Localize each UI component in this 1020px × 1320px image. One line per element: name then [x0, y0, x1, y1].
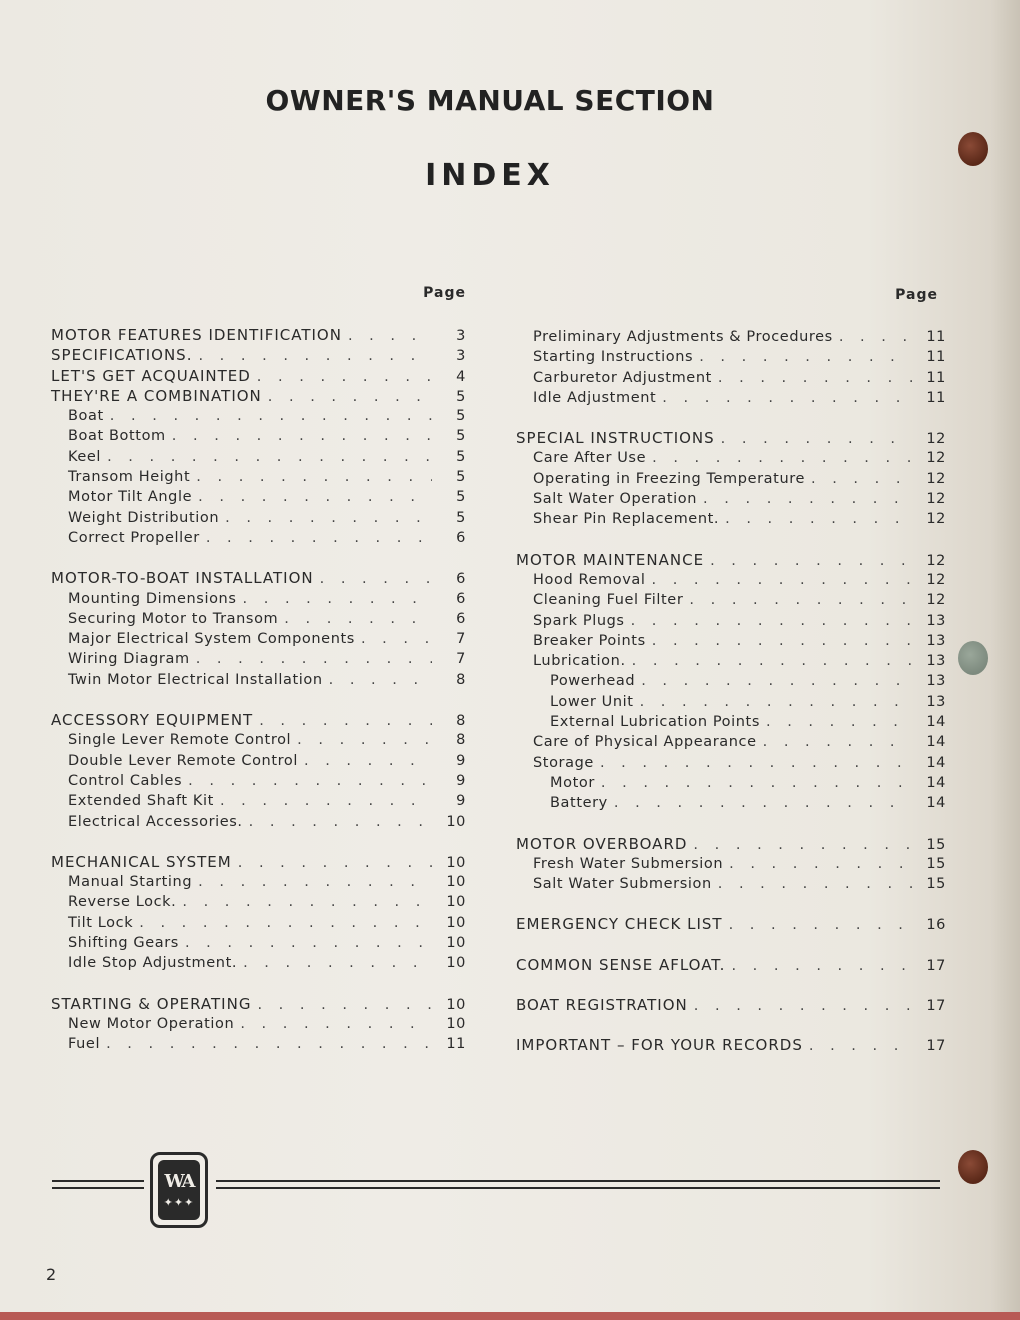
index-entry	[51, 406, 466, 426]
group-spacer	[51, 690, 466, 710]
dot-leader	[763, 732, 912, 752]
index-entry-page: 12	[926, 511, 946, 528]
index-entry	[516, 590, 946, 610]
dot-leader	[172, 426, 432, 446]
index-entry-page: 12	[926, 592, 946, 609]
index-entry	[51, 670, 466, 690]
index-entry-page: 6	[456, 610, 466, 627]
index-entry	[516, 854, 946, 874]
index-entry-page: 10	[446, 935, 466, 952]
index-entry-label: Care of Physical Appearance	[533, 734, 757, 751]
index-entry-page: 13	[926, 673, 946, 690]
index-entry-page: 10	[446, 894, 466, 911]
dot-leader	[196, 467, 432, 487]
index-entry-page: 12	[926, 431, 946, 448]
index-entry	[51, 791, 466, 811]
index-entry-page: 14	[926, 795, 946, 812]
footer-rule-right-top	[216, 1180, 940, 1182]
index-entry-page: 13	[926, 612, 946, 629]
index-entry-label: Motor Tilt Angle	[68, 489, 193, 506]
dot-leader	[182, 892, 432, 912]
index-entry	[51, 447, 466, 467]
index-entry	[516, 732, 946, 752]
index-entry-page: 17	[926, 998, 946, 1015]
index-entry	[51, 528, 466, 548]
index-entry	[516, 327, 946, 347]
index-entry-label: Shifting Gears	[68, 935, 179, 952]
dot-leader	[220, 791, 432, 811]
index-entry-label: LET'S GET ACQUAINTED	[51, 366, 251, 385]
index-entry	[51, 771, 466, 791]
right-entries	[516, 327, 946, 1056]
dot-leader	[766, 712, 912, 732]
index-entry	[51, 508, 466, 528]
group-spacer	[516, 894, 946, 914]
index-entry-page: 12	[926, 470, 946, 487]
index-entry	[51, 345, 466, 365]
index-entry-label: Wiring Diagram	[68, 651, 190, 668]
index-entry	[51, 386, 466, 406]
index-entry-page: 14	[926, 734, 946, 751]
index-entry-label: Single Lever Remote Control	[68, 732, 292, 749]
group-spacer	[516, 408, 946, 428]
index-entry-label: Carburetor Adjustment	[533, 369, 712, 386]
index-entry-page: 9	[456, 793, 466, 810]
dot-leader	[600, 753, 912, 773]
group-spacer	[516, 975, 946, 995]
dot-leader	[839, 327, 912, 347]
index-entry	[516, 874, 946, 894]
index-entry-label: Boat Bottom	[68, 428, 166, 445]
index-entry-page: 5	[456, 448, 466, 465]
index-entry-label: Operating in Freezing Temperature	[533, 470, 805, 487]
index-entry	[51, 649, 466, 669]
dot-leader	[110, 406, 432, 426]
index-entry-page: 4	[456, 368, 466, 385]
index-entry-label: Mounting Dimensions	[68, 590, 237, 607]
index-entry-page: 10	[446, 955, 466, 972]
index-entry	[51, 589, 466, 609]
index-entry-page: 5	[456, 489, 466, 506]
index-entry-label: Control Cables	[68, 772, 183, 789]
dot-leader	[640, 692, 912, 712]
index-entry	[516, 611, 946, 631]
dot-leader	[225, 508, 432, 528]
index-entry-page: 9	[456, 752, 466, 769]
dot-leader	[249, 812, 432, 832]
dot-leader	[361, 629, 432, 649]
index-entry	[51, 953, 466, 973]
left-entries	[51, 325, 466, 1055]
index-entry-page: 6	[456, 529, 466, 546]
dot-leader	[811, 469, 912, 489]
index-entry-page: 13	[926, 653, 946, 670]
index-entry-page: 13	[926, 693, 946, 710]
index-entry	[516, 834, 946, 854]
index-entry-label: COMMON SENSE AFLOAT.	[516, 955, 726, 974]
dot-leader	[710, 551, 912, 571]
index-entry-page: 7	[456, 651, 466, 668]
group-spacer	[51, 548, 466, 568]
index-entry-page: 13	[926, 632, 946, 649]
index-entry-page: 10	[446, 854, 466, 871]
index-entry-page: 10	[446, 996, 466, 1013]
brand-logo-text: WA	[164, 1171, 194, 1192]
dot-leader	[268, 387, 432, 407]
index-entry-page: 10	[446, 914, 466, 931]
index-entry	[516, 753, 946, 773]
index-entry-label: Weight Distribution	[68, 509, 220, 526]
index-entry-label: Breaker Points	[533, 632, 646, 649]
group-spacer	[51, 832, 466, 852]
index-entry-page: 8	[456, 732, 466, 749]
dot-leader	[107, 447, 432, 467]
index-entry-label: Boat	[68, 408, 104, 425]
index-entry-label: Fresh Water Submersion	[533, 855, 724, 872]
dot-leader	[259, 711, 432, 731]
dot-leader	[614, 793, 912, 813]
index-entry-label: Spark Plugs	[533, 612, 625, 629]
index-entry-label: Salt Water Operation	[533, 491, 698, 508]
index-entry	[516, 347, 946, 367]
index-entry-page: 15	[926, 855, 946, 872]
index-entry	[51, 325, 466, 345]
index-column-left	[51, 285, 466, 1055]
index-entry	[516, 509, 946, 529]
manual-section-title: OWNER'S MANUAL SECTION	[265, 84, 715, 117]
dot-leader	[652, 448, 912, 468]
index-entry	[51, 852, 466, 872]
index-entry-page: 14	[926, 714, 946, 731]
dot-leader	[185, 933, 432, 953]
dot-leader	[198, 872, 432, 892]
index-entry-label: Idle Stop Adjustment.	[68, 955, 238, 972]
index-entry	[51, 568, 466, 588]
index-entry-label: Reverse Lock.	[68, 894, 177, 911]
dot-leader	[632, 651, 912, 671]
index-entry-page: 11	[926, 349, 946, 366]
index-entry-page: 8	[456, 671, 466, 688]
index-entry	[516, 773, 946, 793]
dot-leader	[652, 631, 912, 651]
dot-leader	[320, 569, 432, 589]
dot-leader	[693, 835, 912, 855]
index-entry	[51, 892, 466, 912]
index-entry-label: Securing Motor to Transom	[68, 610, 279, 627]
index-entry-page: 5	[456, 469, 466, 486]
index-entry-label: Starting Instructions	[533, 349, 694, 366]
index-entry-label: External Lubrication Points	[550, 714, 760, 731]
dot-leader	[188, 771, 432, 791]
dot-leader	[718, 368, 912, 388]
index-entry-page: 17	[926, 957, 946, 974]
index-entry-label: IMPORTANT – FOR YOUR RECORDS	[516, 1036, 803, 1055]
index-entry	[51, 872, 466, 892]
punch-hole-middle	[958, 641, 988, 675]
index-entry-page: 11	[926, 389, 946, 406]
index-entry-page: 11	[446, 1036, 466, 1053]
index-entry-label: MOTOR FEATURES IDENTIFICATION	[51, 326, 342, 344]
index-title: INDEX	[425, 158, 555, 193]
index-entry-page: 15	[926, 836, 946, 853]
index-entry	[516, 671, 946, 691]
index-entry-label: EMERGENCY CHECK LIST	[516, 915, 723, 934]
index-entry	[516, 388, 946, 408]
index-entry-label: Idle Adjustment	[533, 389, 657, 406]
index-entry-label: Manual Starting	[68, 874, 193, 891]
page-edge-strip	[0, 1312, 1020, 1320]
dot-leader	[196, 649, 432, 669]
dot-leader	[348, 326, 432, 346]
dot-leader	[809, 1036, 912, 1056]
dot-leader	[106, 1034, 432, 1054]
index-entry	[51, 487, 466, 507]
dot-leader	[198, 487, 432, 507]
index-entry-label: Care After Use	[533, 450, 647, 467]
index-entry-page: 14	[926, 774, 946, 791]
dot-leader	[139, 913, 432, 933]
index-entry	[516, 428, 946, 448]
index-entry-label: Correct Propeller	[68, 529, 200, 546]
index-entry-label: Battery	[550, 795, 608, 812]
index-entry-page: 3	[456, 348, 466, 365]
index-entry-label: BOAT REGISTRATION	[516, 996, 688, 1015]
index-entry-page: 5	[456, 428, 466, 445]
dot-leader	[731, 956, 912, 976]
dot-leader	[257, 995, 432, 1015]
index-entry	[51, 913, 466, 933]
dot-leader	[206, 528, 432, 548]
dot-leader	[304, 751, 432, 771]
index-entry	[51, 751, 466, 771]
index-entry	[51, 1034, 466, 1054]
footer-rule-left-bottom	[52, 1187, 144, 1189]
dot-leader	[198, 346, 432, 366]
dot-leader	[703, 489, 912, 509]
index-entry-label: SPECIAL INSTRUCTIONS	[516, 429, 715, 448]
index-entry-label: Lubrication.	[533, 653, 626, 670]
group-spacer	[516, 814, 946, 834]
dot-leader	[601, 773, 912, 793]
index-entry-page: 10	[446, 874, 466, 891]
footer-rule-right-bottom	[216, 1187, 940, 1189]
index-entry	[516, 955, 946, 975]
index-entry-page: 6	[456, 571, 466, 588]
dot-leader	[284, 609, 432, 629]
dot-leader	[631, 611, 912, 631]
index-entry	[51, 730, 466, 750]
index-entry	[51, 426, 466, 446]
group-spacer	[516, 530, 946, 550]
index-entry-label: Twin Motor Electrical Installation	[68, 671, 323, 688]
index-entry-page: 5	[456, 509, 466, 526]
index-entry-label: Powerhead	[550, 673, 636, 690]
dot-leader	[243, 953, 432, 973]
index-entry-page: 6	[456, 590, 466, 607]
index-entry	[516, 995, 946, 1015]
index-entry-label: Motor	[550, 774, 595, 791]
index-entry-label: Keel	[68, 448, 102, 465]
index-entry-label: Preliminary Adjustments & Procedures	[533, 329, 833, 345]
index-entry-page: 7	[456, 631, 466, 648]
index-entry	[516, 368, 946, 388]
index-entry	[516, 550, 946, 570]
index-entry	[516, 570, 946, 590]
punch-hole-bottom	[958, 1150, 988, 1184]
dot-leader	[257, 367, 432, 387]
index-column-right	[516, 285, 946, 1056]
index-entry	[516, 692, 946, 712]
dot-leader	[240, 1014, 432, 1034]
index-entry-page: 9	[456, 772, 466, 789]
index-entry-page: 5	[456, 408, 466, 425]
index-entry-label: Cleaning Fuel Filter	[533, 592, 684, 609]
index-entry	[516, 793, 946, 813]
index-entry-page: 8	[456, 713, 466, 730]
index-entry	[51, 1014, 466, 1034]
index-entry-label: Transom Height	[68, 469, 191, 486]
index-entry-label: Hood Removal	[533, 571, 646, 588]
index-entry-label: Electrical Accessories.	[68, 813, 243, 830]
index-entry	[51, 710, 466, 730]
index-entry-page: 10	[446, 1015, 466, 1032]
index-entry-label: MECHANICAL SYSTEM	[51, 852, 232, 871]
group-spacer	[51, 974, 466, 994]
index-entry	[51, 467, 466, 487]
index-entry	[51, 994, 466, 1014]
index-entry-page: 3	[456, 328, 466, 344]
index-entry	[516, 448, 946, 468]
page-column-header: Page	[423, 285, 466, 301]
index-entry-page: 17	[926, 1038, 946, 1055]
index-entry-label: Fuel	[68, 1036, 101, 1053]
footer-rule-left-top	[52, 1180, 144, 1182]
index-entry-label: Tilt Lock	[68, 914, 134, 931]
dot-leader	[689, 590, 912, 610]
index-entry-label: ACCESSORY EQUIPMENT	[51, 711, 254, 730]
dot-leader	[729, 915, 912, 935]
index-entry-label: Double Lever Remote Control	[68, 752, 298, 769]
index-entry-label: Lower Unit	[550, 693, 634, 710]
index-entry	[51, 629, 466, 649]
dot-leader	[329, 670, 432, 690]
index-entry-label: MOTOR MAINTENANCE	[516, 550, 705, 569]
index-entry	[516, 489, 946, 509]
dot-leader	[297, 730, 432, 750]
dot-leader	[641, 671, 912, 691]
dot-leader	[662, 388, 912, 408]
index-entry-page: 5	[456, 388, 466, 405]
group-spacer	[516, 1015, 946, 1035]
dot-leader	[725, 509, 912, 529]
index-entry-page: 15	[926, 876, 946, 893]
index-entry	[516, 631, 946, 651]
index-entry-label: New Motor Operation	[68, 1015, 235, 1032]
index-entry-label: MOTOR-TO-BOAT INSTALLATION	[51, 569, 314, 588]
index-entry-label: Storage	[533, 754, 594, 771]
index-entry-label: STARTING & OPERATING	[51, 994, 252, 1013]
index-entry-page: 12	[926, 450, 946, 467]
index-entry-label: MOTOR OVERBOARD	[516, 834, 688, 853]
index-entry-label: Extended Shaft Kit	[68, 793, 214, 810]
index-entry-label: SPECIFICATIONS.	[51, 346, 193, 365]
dot-leader	[718, 874, 912, 894]
index-entry-page: 11	[926, 329, 946, 345]
index-entry	[51, 366, 466, 386]
index-entry-label: Shear Pin Replacement.	[533, 511, 720, 528]
index-entry-label: Salt Water Submersion	[533, 876, 712, 893]
index-entry	[516, 1035, 946, 1055]
group-spacer	[516, 935, 946, 955]
index-entry	[516, 712, 946, 732]
brand-logo	[150, 1152, 208, 1228]
index-entry-label: THEY'RE A COMBINATION	[51, 386, 262, 405]
dot-leader	[238, 853, 432, 873]
page-column-header: Page	[895, 287, 938, 303]
dot-leader	[699, 347, 912, 367]
index-entry	[51, 933, 466, 953]
index-entry	[516, 651, 946, 671]
index-entry-page: 12	[926, 552, 946, 569]
page-number: 2	[46, 1265, 57, 1284]
dot-leader	[694, 996, 912, 1016]
index-entry	[516, 469, 946, 489]
index-entry-page: 14	[926, 754, 946, 771]
index-entry-page: 12	[926, 491, 946, 508]
dot-leader	[243, 589, 432, 609]
index-entry	[51, 609, 466, 629]
dot-leader	[721, 429, 912, 449]
index-entry-page: 10	[446, 813, 466, 830]
dot-leader	[652, 570, 913, 590]
brand-logo-stars: ✦✦✦	[163, 1196, 195, 1209]
index-entry	[516, 914, 946, 934]
index-entry-page: 11	[926, 369, 946, 386]
dot-leader	[729, 854, 912, 874]
index-entry-page: 12	[926, 571, 946, 588]
index-entry-label: Major Electrical System Components	[68, 631, 355, 648]
index-entry-page: 16	[926, 917, 946, 934]
index-entry	[51, 812, 466, 832]
